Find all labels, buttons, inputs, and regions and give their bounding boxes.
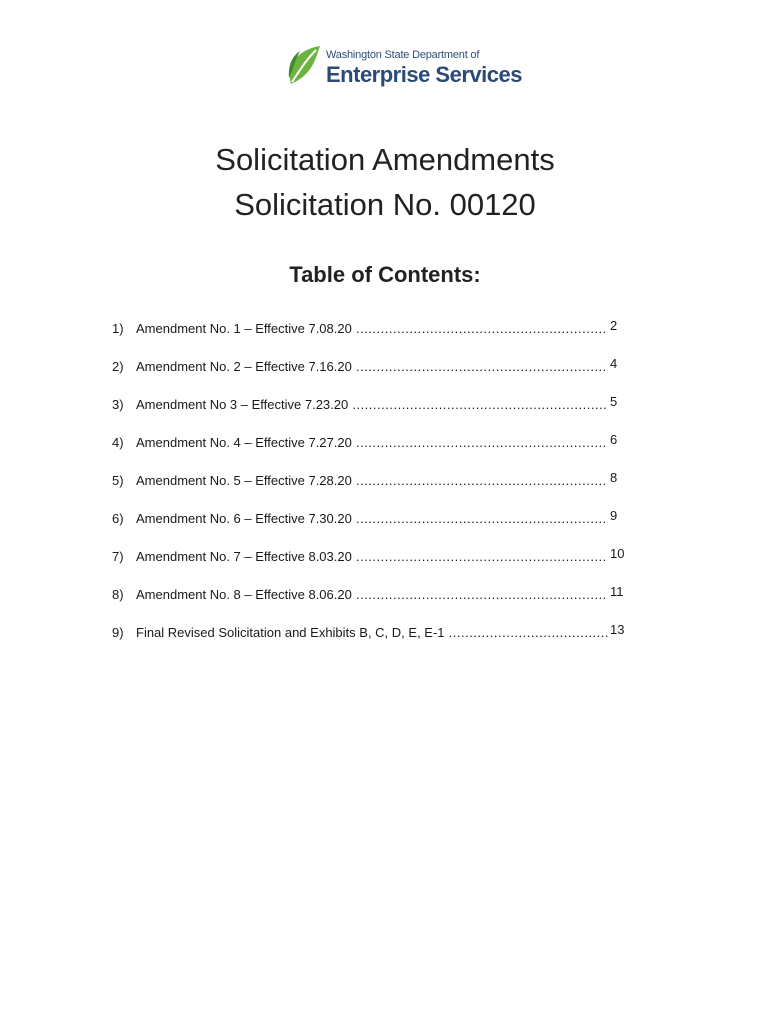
leaf-logo-icon [286, 44, 324, 88]
toc-entry-title[interactable]: Amendment No. 7 – Effective 8.03.20 ..... [136, 549, 608, 564]
toc-entry-number: 6) [112, 511, 124, 526]
solicitation-number: Solicitation No. 00120 [234, 187, 536, 222]
toc-entry[interactable] [112, 318, 632, 356]
toc-entry-title[interactable]: Amendment No. 2 – Effective 7.16.20 ..... [136, 359, 608, 374]
toc-entry-number: 4) [112, 435, 124, 450]
toc-entry-page: 6 [610, 432, 618, 447]
toc-entry-page: 8 [610, 470, 618, 485]
logo-line-1: Washington State Department of [326, 49, 480, 61]
document-title: Solicitation Amendments [215, 142, 555, 177]
toc-entry-title[interactable]: Amendment No. 5 – Effective 7.28.20 ..... [136, 473, 608, 488]
toc-entry-page: 5 [610, 394, 618, 409]
toc-entry-title[interactable]: Amendment No. 4 – Effective 7.27.20 ..... [136, 435, 608, 450]
toc-entry-page: 9 [610, 508, 618, 523]
toc-entry[interactable] [112, 584, 632, 622]
toc-entry-page: 11 [610, 584, 624, 599]
toc-entry-number: 8) [112, 587, 124, 602]
des-logo [286, 42, 522, 92]
toc-entry[interactable] [112, 356, 632, 394]
toc-entry-title[interactable]: Amendment No. 1 – Effective 7.08.20 ..... [136, 321, 608, 336]
toc-entry-number: 2) [112, 359, 124, 374]
toc-entry-number: 3) [112, 397, 124, 412]
toc-entry-number: 7) [112, 549, 124, 564]
toc-entry[interactable] [112, 394, 632, 432]
toc-entry-number: 5) [112, 473, 124, 488]
toc-entry-number: 1) [112, 321, 124, 336]
toc-entry-page: 4 [610, 356, 618, 371]
toc-entry-title[interactable]: Amendment No 3 – Effective 7.23.20 ..... [136, 397, 608, 412]
table-of-contents [112, 318, 632, 660]
toc-entry[interactable] [112, 622, 632, 660]
toc-entry-page: 2 [610, 318, 618, 333]
toc-heading: Table of Contents: [289, 262, 481, 287]
toc-entry[interactable] [112, 432, 632, 470]
toc-entry-page: 13 [610, 622, 625, 637]
toc-entry[interactable] [112, 470, 632, 508]
toc-entry-title[interactable]: Amendment No. 6 – Effective 7.30.20 ..... [136, 511, 608, 526]
toc-entry-number: 9) [112, 625, 124, 640]
toc-entry-page: 10 [610, 546, 625, 561]
toc-entry-title[interactable]: Amendment No. 8 – Effective 8.06.20 ..... [136, 587, 608, 602]
toc-entry[interactable] [112, 508, 632, 546]
toc-entry-title[interactable]: Final Revised Solicitation and Exhibits B, C, D, E, E-1 ..... [136, 625, 608, 640]
toc-entry[interactable] [112, 546, 632, 584]
logo-line-2: Enterprise Services [326, 62, 522, 87]
